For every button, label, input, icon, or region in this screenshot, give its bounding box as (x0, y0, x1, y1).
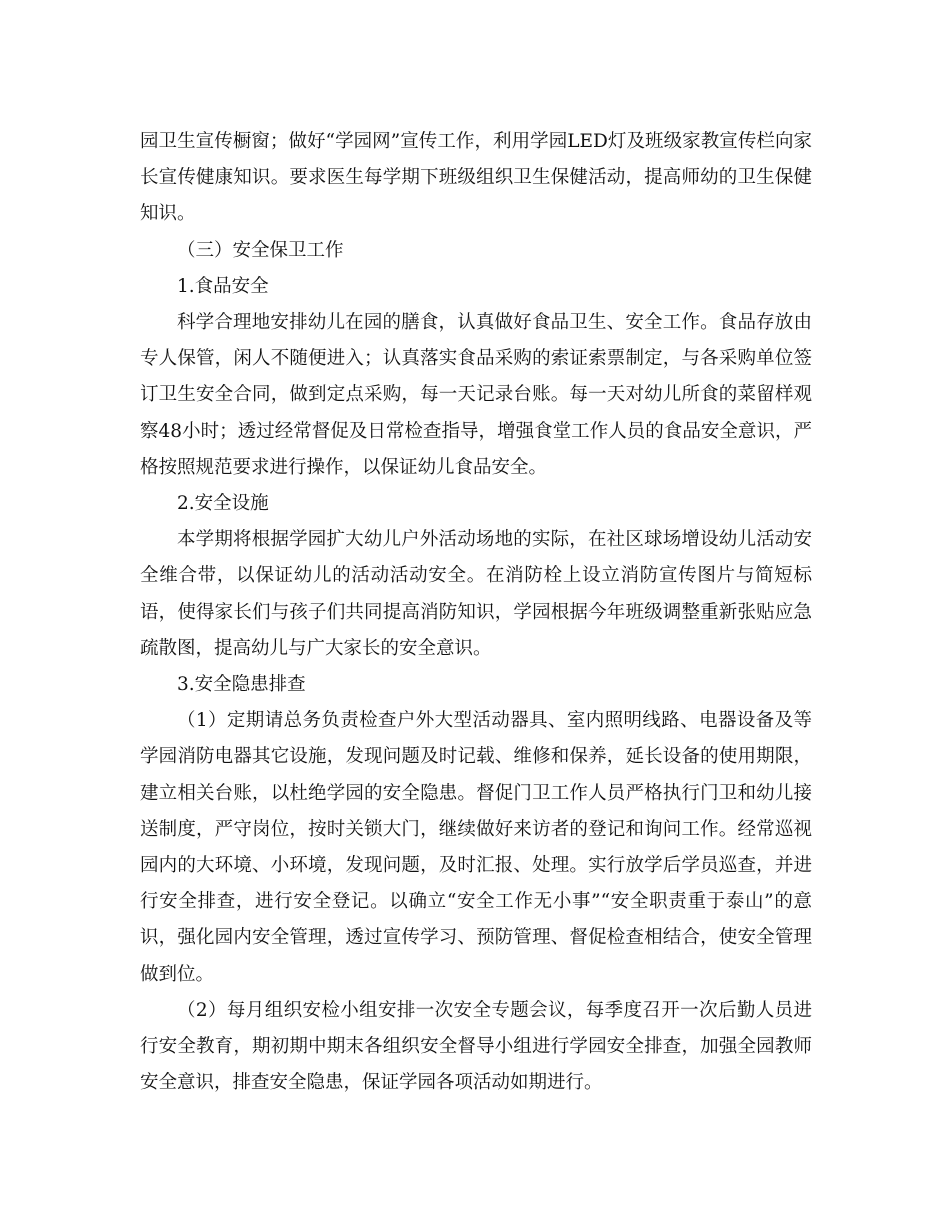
paragraph-food-safety: 科学合理地安排幼儿在园的膳食，认真做好食品卫生、安全工作。食品存放由专人保管，闲人不随便进入；认真落实食品采购的索证索票制定，与各采购单位签订卫生安全合同，做到定点采购，每一天记录台账。每一天对幼儿所食的菜留样观察48小时；透过经常督促及日常检查指导，增强食堂工作人员的食品安全意识，严格按照规范要求进行操作，以保证幼儿食品安全。 (140, 312, 812, 478)
paragraph-hazard-inspection-1: （1）定期请总务负责检查户外大型活动器具、室内照明线路、电器设备及等学园消防电器其它设施，发现问题及时记载、维修和保养，延长设备的使用期限，建立相关台账，以杜绝学园的安全隐患。督促门卫工作人员严格执行门卫和幼儿接送制度，严守岗位，按时关锁大门，继续做好来访者的登记和询问工作。经常巡视园内的大环境、小环境，发现问题，及时汇报、处理。实行放学后学员巡查，并进行安全排查，进行安全登记。以确立“安全工作无小事”“安全职责重于泰山”的意识，强化园内安全管理，透过宣传学习、预防管理、督促检查相结合，使安全管理做到位。 (140, 710, 812, 985)
subheading-food-safety: 1.食品安全 (177, 275, 269, 297)
paragraph-health-promotion: 园卫生宣传橱窗；做好“学园网”宣传工作，利用学园LED灯及班级家教宣传栏向家长宣传健康知识。要求医生每学期下班级组织卫生保健活动，提高师幼的卫生保健知识。 (140, 131, 812, 225)
paragraph-hazard-inspection-2: （2）每月组织安检小组安排一次安全专题会议，每季度召开一次后勤人员进行安全教育，期初期中期末各组织安全督导小组进行学园安全排查，加强全园教师安全意识，排查安全隐患，保证学园各项活动如期进行。 (140, 999, 812, 1094)
subheading-safety-facilities: 2.安全设施 (177, 493, 269, 515)
section-heading-security: （三）安全保卫工作 (177, 239, 344, 261)
paragraph-safety-facilities: 本学期将根据学园扩大幼儿户外活动场地的实际，在社区球场增设幼儿活动安全维合带，以保证幼儿的活动活动安全。在消防栓上设立消防宣传图片与简短标语，使得家长们与孩子们共同提高消防知识，学园根据今年班级调整重新张贴应急疏散图，提高幼儿与广大家长的安全意识。 (140, 529, 812, 659)
document-page (140, 124, 812, 1101)
subheading-hazard-inspection: 3.安全隐患排查 (177, 674, 306, 696)
